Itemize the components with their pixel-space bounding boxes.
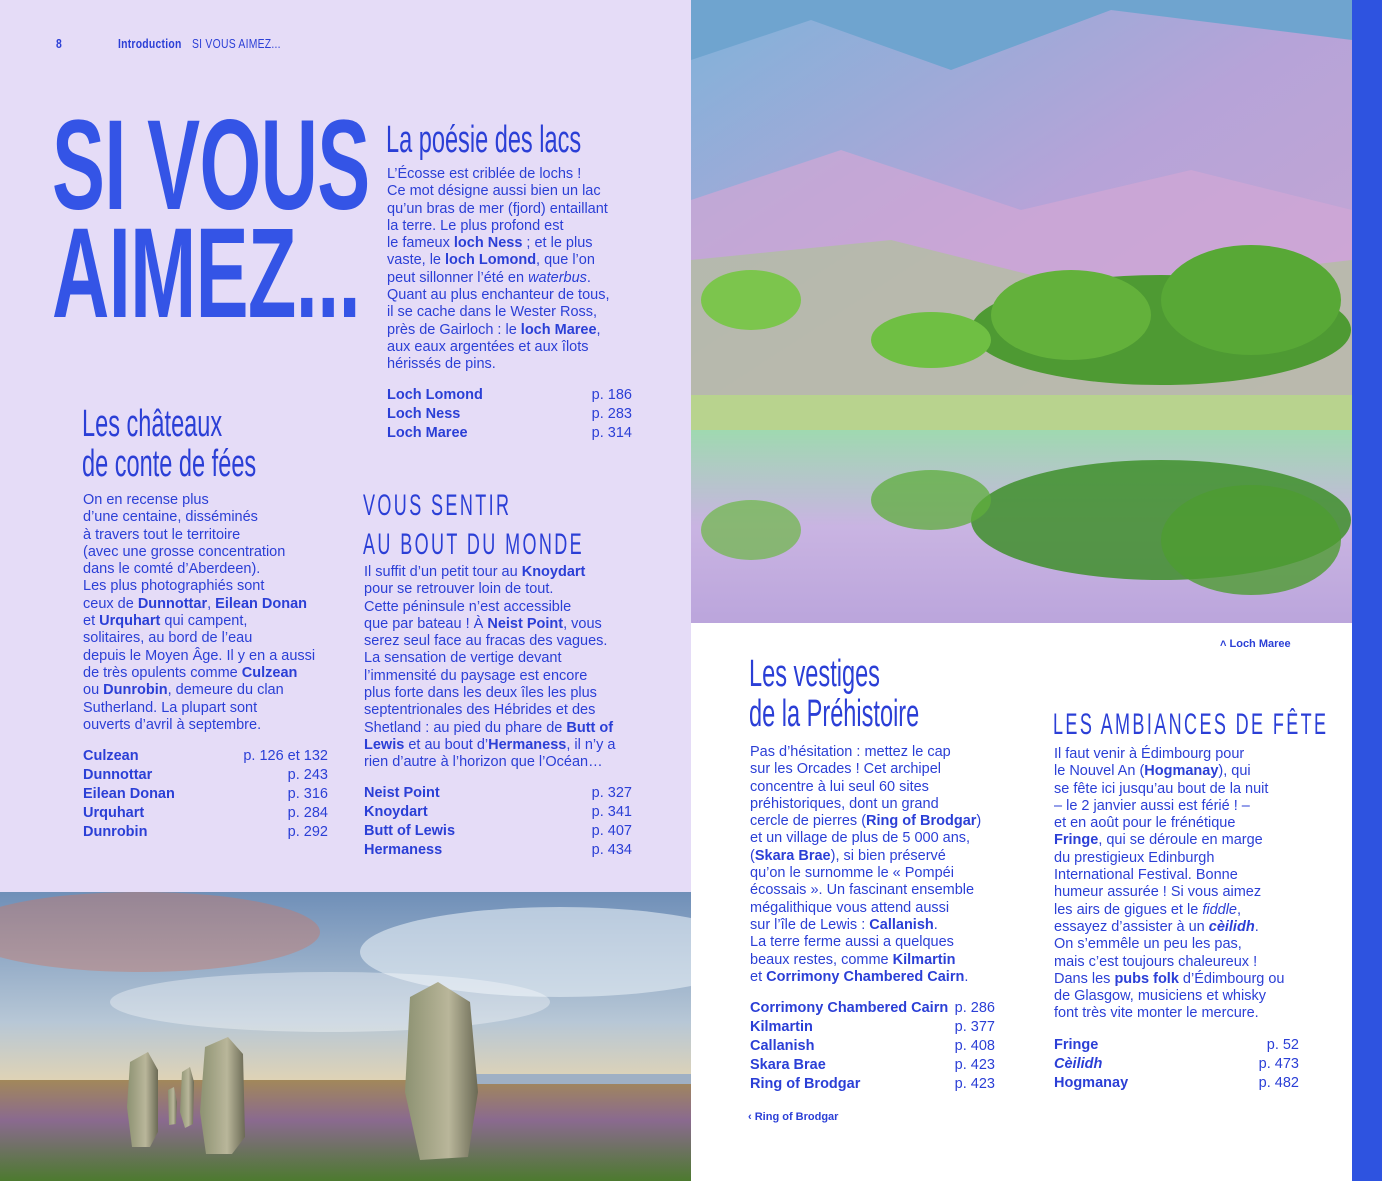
loch-maree-caption: ˄ Loch Maree bbox=[1220, 638, 1291, 650]
page-number: 8 bbox=[56, 36, 63, 51]
castles-heading-line-1: Les châteaux bbox=[82, 403, 223, 445]
chevron-up-icon: ˄ bbox=[1220, 638, 1227, 650]
ring-of-brodgar-photo bbox=[0, 892, 691, 1181]
world-end-heading-line-1: VOUS SENTIR bbox=[363, 489, 512, 522]
castles-heading bbox=[82, 404, 256, 484]
festive-text: Il faut venir à Édimbourg pour le Nouvel An (Hogmanay), qui se fête ici jusqu’au bout de la nuit – le 2 janvier aussi est férié ! – et en août pour le frénétique Fringe, qui se déroule en marge du prestigieux Edinburgh International Festival. Bonne humeur assurée ! Si vous aimez les airs de gigues et le fiddle, essayez d’assister à un cèilidh. On s’emmêle un peu les pas, mais c’est toujours chaleureux ! Dans les pubs folk d’Édimbourg ou de Glasgow, musiciens et whisky font très vite monter le mercure. bbox=[1054, 746, 1285, 1022]
castles-text: On en recense plus d’une centaine, disséminés à travers tout le territoire (avec une grosse concentration dans le comté d’Aberdeen). Les plus photographiés sont ceux de Dunnottar, Eilean Donan et Urquhart qui campent, solitaires, au bord de l’eau depuis le Moyen Âge. Il y en a aussi de très opulents comme Culzean ou Dunrobin, demeure du clan Sutherland. La plupart sont ouverts d’avril à septembre. bbox=[83, 492, 316, 733]
world-end-text: Il suffit d’un petit tour au Knoydart pour se retrouver loin de tout. Cette péninsule n’est accessible que par bateau ! À Neist Point, vous serez seul face au fracas des vagues. La sensation de vertige devant l’immensité du paysage est encore plus forte dans les deux îles les plus septentrionales des Hébrides et des Shetland : au pied du phare de Butt of Lewis et au bout d’Hermaness, il n’y a rien d’autre à l’horizon que l’Océan… bbox=[364, 564, 616, 771]
world-end-heading bbox=[363, 486, 584, 564]
castles-references bbox=[83, 747, 328, 842]
list-item[interactable]: Dunnottar p. 243 bbox=[83, 767, 328, 783]
list-item[interactable]: Ring of Brodgar p. 423 bbox=[750, 1076, 995, 1092]
lakes-text: L’Écosse est criblée de lochs ! Ce mot désigne aussi bien un lac qu’un bras de mer (fjord) entaillant la terre. Le plus profond est le fameux loch Ness ; et le plus vaste, le loch Lomond, que l’on peut sillonner l’été en waterbus. Quant au plus enchanteur de tous, il se cache dans le Wester Ross, près de Gairloch : le loch Maree, aux eaux argentées et aux îlots hérissés de pins. bbox=[387, 166, 610, 373]
list-item[interactable]: Loch Lomond p. 186 bbox=[387, 387, 632, 403]
page-edge-stripe bbox=[1352, 0, 1382, 1181]
loch-landscape-image bbox=[691, 0, 1352, 623]
list-item[interactable]: Eilean Donan p. 316 bbox=[83, 786, 328, 802]
title-line-1: SI VOUS bbox=[52, 94, 370, 237]
list-item[interactable]: Cèilidh p. 473 bbox=[1054, 1056, 1299, 1072]
castles-heading-line-2: de conte de fées bbox=[82, 443, 257, 485]
loch-maree-photo bbox=[691, 0, 1352, 623]
list-item[interactable]: Hogmanay p. 482 bbox=[1054, 1075, 1299, 1091]
list-item[interactable]: Culzean p. 126 et 132 bbox=[83, 748, 328, 764]
list-item[interactable]: Fringe p. 52 bbox=[1054, 1037, 1299, 1053]
prehistory-text: Pas d’hésitation : mettez le cap sur les Orcades ! Cet archipel concentre à lui seul 60 sites préhistoriques, dont un grand cercle de pierres (Ring of Brodgar) et un village de plus de 5 000 ans, (Skara Brae), si bien préservé qu’on le surnomme le « Pompéi écossais ». Un fascinant ensemble mégalithique vous attend aussi sur l’île de Lewis : Callanish. La terre ferme aussi a quelques beaux restes, comme Kilmartin et Corrimony Chambered Cairn. bbox=[750, 744, 982, 985]
world-end-references bbox=[364, 784, 632, 860]
list-item[interactable]: Loch Ness p. 283 bbox=[387, 406, 632, 422]
list-item[interactable]: Callanish p. 408 bbox=[750, 1038, 995, 1054]
list-item[interactable]: Corrimony Chambered Cairn p. 286 bbox=[750, 1000, 995, 1016]
festive-heading: LES AMBIANCES DE FÊTE bbox=[1053, 708, 1329, 741]
chapter-label: SI VOUS AIMEZ... bbox=[192, 36, 281, 51]
page-title bbox=[52, 94, 370, 345]
lakes-references bbox=[387, 386, 632, 443]
world-end-heading-line-2: AU BOUT DU MONDE bbox=[363, 528, 585, 561]
list-item[interactable]: Neist Point p. 327 bbox=[364, 785, 632, 801]
prehistory-heading bbox=[749, 654, 919, 734]
prehistory-references bbox=[750, 999, 995, 1094]
prehistory-heading-line-1: Les vestiges bbox=[749, 653, 880, 695]
list-item[interactable]: Loch Maree p. 314 bbox=[387, 425, 632, 441]
list-item[interactable]: Knoydart p. 341 bbox=[364, 804, 632, 820]
section-label: Introduction bbox=[118, 36, 182, 51]
list-item[interactable]: Hermaness p. 434 bbox=[364, 842, 632, 858]
standing-stones-image bbox=[0, 892, 691, 1181]
lakes-heading: La poésie des lacs bbox=[386, 119, 582, 161]
festive-references bbox=[1054, 1036, 1299, 1093]
chevron-left-icon: ‹ bbox=[748, 1111, 752, 1123]
list-item[interactable]: Dunrobin p. 292 bbox=[83, 824, 328, 840]
title-line-2: AIMEZ... bbox=[52, 202, 361, 345]
prehistory-heading-line-2: de la Préhistoire bbox=[749, 693, 920, 735]
list-item[interactable]: Butt of Lewis p. 407 bbox=[364, 823, 632, 839]
list-item[interactable]: Kilmartin p. 377 bbox=[750, 1019, 995, 1035]
list-item[interactable]: Skara Brae p. 423 bbox=[750, 1057, 995, 1073]
ring-of-brodgar-caption: ‹ Ring of Brodgar bbox=[748, 1111, 839, 1123]
list-item[interactable]: Urquhart p. 284 bbox=[83, 805, 328, 821]
